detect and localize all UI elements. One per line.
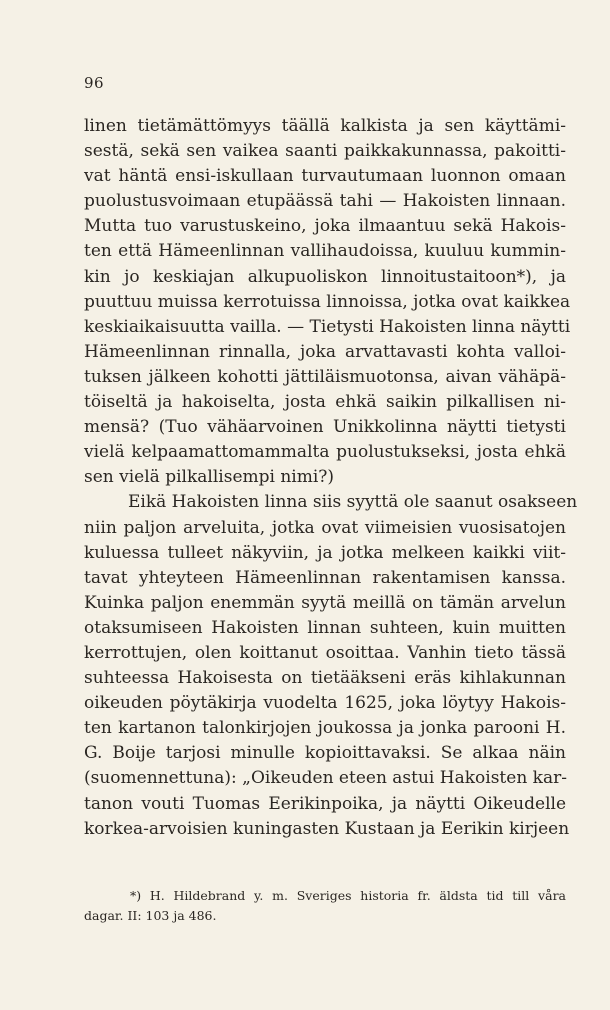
text-line: puolustusvoimaan etupäässä tahi — Hakoisten linnaan. (84, 191, 566, 212)
text-line: ten kartanon talonkirjojen joukossa ja jonka parooni H. (84, 718, 566, 739)
page-number: 96 (84, 74, 105, 92)
text-line: tanon vouti Tuomas Eerikinpoika, ja näytti Oikeudelle (84, 793, 566, 814)
text-line: kerrottujen, olen koittanut osoittaa. Vanhin tieto tässä (84, 642, 566, 663)
text-line: Mutta tuo varustuskeino, joka ilmaantuu sekä Hakois- (84, 216, 566, 237)
text-line: kin jo keskiajan alkupuoliskon linnoitustaitoon*), ja (84, 266, 566, 287)
text-line: otaksumiseen Hakoisten linnan suhteen, kuin muitten (84, 617, 566, 638)
text-line: puuttuu muissa kerrotuissa linnoissa, jotka ovat kaikkea (84, 291, 571, 312)
footnote (84, 886, 566, 926)
text-line: (suomennettuna): „Oikeuden eteen astui Hakoisten kar- (84, 768, 567, 789)
text-line: tuksen jälkeen kohotti jättiläismuotonsa, aivan vähäpä- (84, 366, 566, 387)
paragraph-start-line: Eikä Hakoisten linna siis syyttä ole saanut osakseen (128, 492, 578, 513)
text-line: mensä? (Tuo vähäarvoinen Unikkolinna näytti tietysti (84, 417, 566, 438)
text-line: sestä, sekä sen vaikea saanti paikkakunnassa, pakoitti- (84, 141, 566, 162)
body-text (84, 114, 578, 842)
text-line: suhteessa Hakoisesta on tietääkseni eräs kihlakunnan (84, 668, 566, 689)
text-line: Kuinka paljon enemmän syytä meillä on tämän arvelun (84, 592, 566, 613)
text-line: niin paljon arveluita, jotka ovat viimeisien vuosisatojen (84, 517, 566, 538)
footnote-line: dagar. II: 103 ja 486. (84, 908, 217, 923)
text-line: vat häntä ensi-iskullaan turvautumaan luonnon omaan (84, 166, 566, 187)
text-line: kuluessa tulleet näkyviin, ja jotka melkeen kaikki viit- (84, 542, 566, 563)
paragraph-end-line: sen vielä pilkallisempi nimi?) (84, 467, 335, 488)
footnote-line: *) H. Hildebrand y. m. Sveriges historia fr. äldsta tid till våra (130, 888, 566, 903)
text-line: vielä kelpaamattomammalta puolustukseksi, josta ehkä (84, 442, 566, 463)
text-line: töiseltä ja hakoiselta, josta ehkä saikin pilkallisen ni- (84, 392, 566, 413)
text-line: keskiaikaisuutta vailla. — Tietysti Hakoisten linna näytti (84, 316, 571, 337)
text-line: korkea-arvoisien kuningasten Kustaan ja Eerikin kirjeen (84, 818, 570, 839)
text-line: ten että Hämeenlinnan vallihaudoissa, kuuluu kummin- (84, 241, 566, 262)
text-line: linen tietämättömyys täällä kalkista ja sen käyttämi- (84, 116, 566, 136)
text-line: tavat yhteyteen Hämeenlinnan rakentamisen kanssa. (84, 567, 566, 588)
text-line: oikeuden pöytäkirja vuodelta 1625, joka löytyy Hakois- (84, 693, 566, 714)
text-line: Hämeenlinnan rinnalla, joka arvattavasti kohta valloi- (84, 341, 566, 362)
text-line: G. Boije tarjosi minulle kopioittavaksi. Se alkaa näin (84, 743, 566, 764)
